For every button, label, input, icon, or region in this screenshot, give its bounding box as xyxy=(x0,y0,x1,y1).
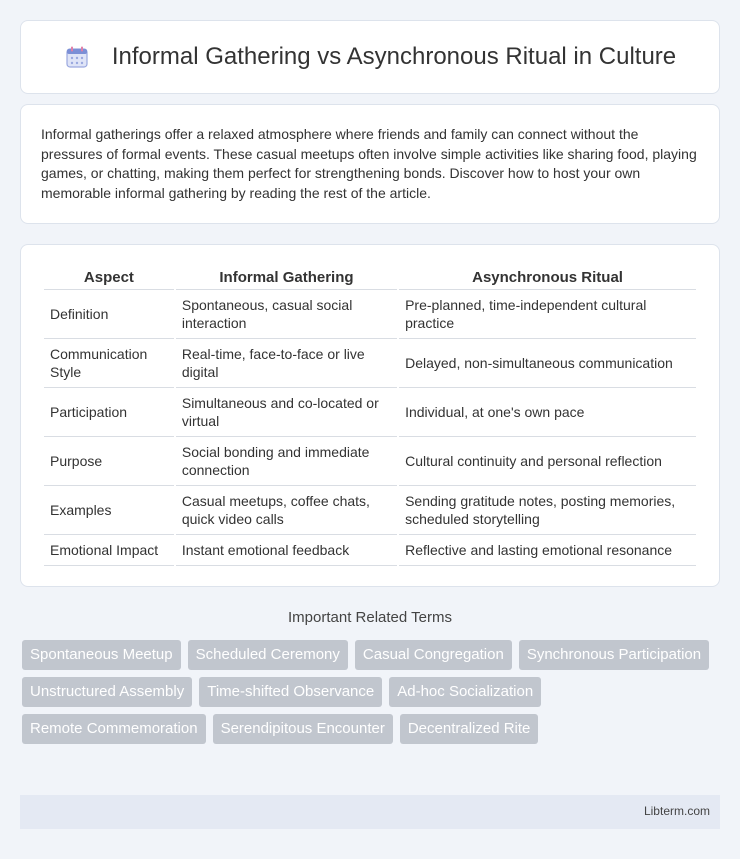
cell-asynchronous: Cultural continuity and personal reflection xyxy=(399,437,696,486)
table-row xyxy=(44,486,696,535)
table-row xyxy=(44,290,696,339)
cell-aspect: Examples xyxy=(44,486,174,535)
table-row xyxy=(44,339,696,388)
cell-aspect: Communication Style xyxy=(44,339,174,388)
cell-asynchronous: Delayed, non-simultaneous communication xyxy=(399,339,696,388)
related-term-tag[interactable]: Decentralized Rite xyxy=(400,714,539,744)
related-term-tag[interactable]: Casual Congregation xyxy=(355,640,512,670)
cell-informal: Spontaneous, casual social interaction xyxy=(176,290,397,339)
footer-brand-link[interactable]: Libterm.com xyxy=(643,804,710,818)
cell-aspect: Definition xyxy=(44,290,174,339)
related-terms-list xyxy=(22,640,722,744)
related-term-tag[interactable]: Synchronous Participation xyxy=(519,640,709,670)
comparison-table xyxy=(42,265,698,566)
table-row xyxy=(44,388,696,437)
cell-aspect: Participation xyxy=(44,388,174,437)
cell-asynchronous: Reflective and lasting emotional resonance xyxy=(399,535,696,566)
cell-asynchronous: Pre-planned, time-independent cultural practice xyxy=(399,290,696,339)
related-term-tag[interactable]: Unstructured Assembly xyxy=(22,677,192,707)
table-header-row xyxy=(44,265,696,290)
comparison-table-card xyxy=(20,244,720,587)
cell-asynchronous: Individual, at one's own pace xyxy=(399,388,696,437)
related-term-tag[interactable]: Remote Commemoration xyxy=(22,714,206,744)
header-informal-gathering: Informal Gathering xyxy=(176,265,397,290)
cell-informal: Instant emotional feedback xyxy=(176,535,397,566)
cell-asynchronous: Sending gratitude notes, posting memories, scheduled storytelling xyxy=(399,486,696,535)
title-card xyxy=(20,20,720,94)
related-terms-heading: Important Related Terms xyxy=(288,609,452,626)
cell-aspect: Emotional Impact xyxy=(44,535,174,566)
page-title: Informal Gathering vs Asynchronous Ritual in Culture xyxy=(111,43,677,70)
intro-card xyxy=(20,104,720,224)
related-term-tag[interactable]: Scheduled Ceremony xyxy=(188,640,348,670)
cell-informal: Simultaneous and co-located or virtual xyxy=(176,388,397,437)
related-term-tag[interactable]: Ad-hoc Socialization xyxy=(389,677,541,707)
related-term-tag[interactable]: Serendipitous Encounter xyxy=(213,714,393,744)
cell-informal: Social bonding and immediate connection xyxy=(176,437,397,486)
header-asynchronous-ritual: Asynchronous Ritual xyxy=(399,265,696,290)
table-row xyxy=(44,535,696,566)
intro-paragraph: Informal gatherings offer a relaxed atmosphere where friends and family can connect without the pressures of formal events. These casual meetups often involve simple activities like sharing food, playing games, or chatting, making them perfect for strengthening bonds. Discover how to host your own memorable informal gathering by reading the rest of the article. xyxy=(41,126,697,201)
table-row xyxy=(44,437,696,486)
cell-aspect: Purpose xyxy=(44,437,174,486)
related-term-tag[interactable]: Time-shifted Observance xyxy=(199,677,382,707)
related-term-tag[interactable]: Spontaneous Meetup xyxy=(22,640,181,670)
header-aspect: Aspect xyxy=(44,265,174,290)
cell-informal: Casual meetups, coffee chats, quick video calls xyxy=(176,486,397,535)
footer xyxy=(20,795,720,829)
calendar-icon xyxy=(64,44,90,70)
cell-informal: Real-time, face-to-face or live digital xyxy=(176,339,397,388)
